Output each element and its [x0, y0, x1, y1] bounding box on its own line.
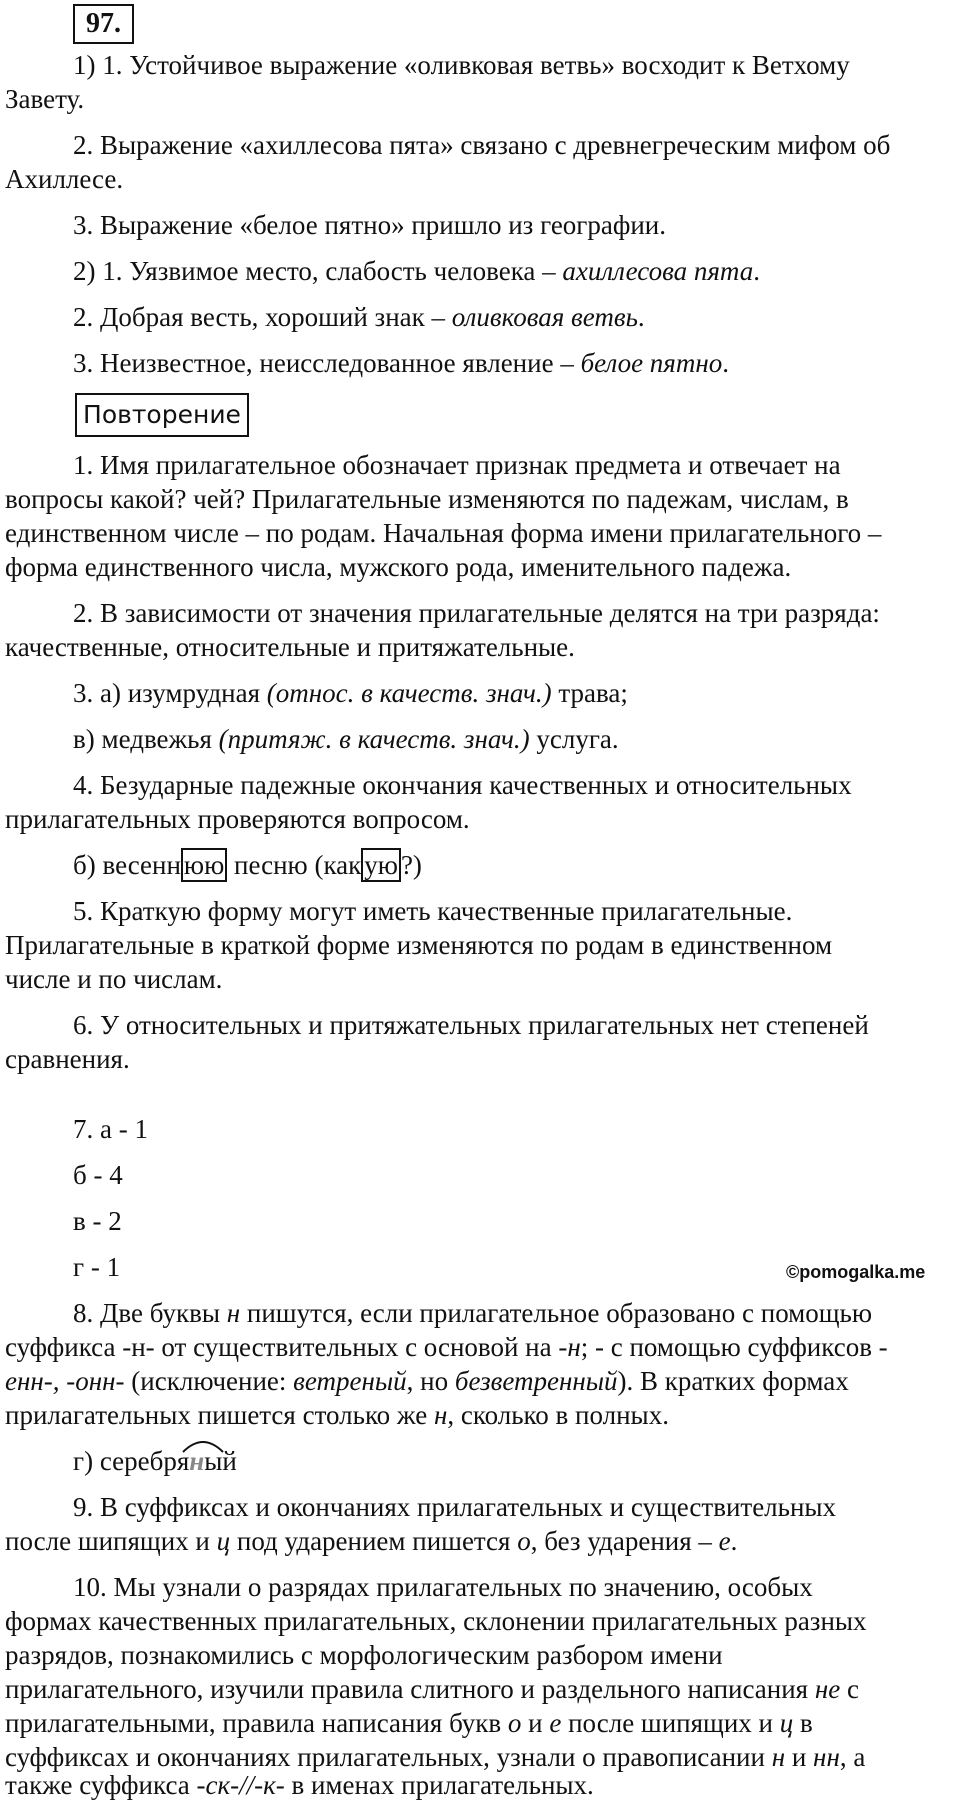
review-10-line-4 — [5, 1672, 859, 1706]
review-1-line-1: 1. Имя прилагательное обозначает признак предмета и отвечает на — [73, 450, 841, 480]
text: услуга. — [529, 724, 619, 754]
text: , а — [839, 1742, 866, 1772]
review-10-line-7 — [5, 1768, 594, 1802]
review-heading: Повторение — [75, 393, 249, 437]
text: 3. а) изумрудная — [73, 678, 267, 708]
text: 8. Две буквы — [73, 1298, 227, 1328]
text: в — [793, 1708, 813, 1738]
paragraph-4 — [73, 254, 760, 288]
review-7-line-3: в - 2 — [73, 1206, 122, 1236]
review-10-line-5 — [5, 1706, 813, 1740]
review-1-line-2: вопросы какой? чей? Прилагательные изменяются по падежам, числам, в — [5, 484, 849, 514]
italic-text: н — [771, 1742, 786, 1772]
paragraph-2-line-2: Ахиллесе. — [5, 164, 124, 194]
italic-text: не — [814, 1674, 841, 1704]
text: . — [637, 302, 645, 332]
text: прилагательного, изучили правила слитного и раздельного написания — [5, 1674, 815, 1704]
paragraph-1-line-1: 1) 1. Устойчивое выражение «оливковая ветвь» восходит к Ветхому — [73, 50, 850, 80]
text: после шипящих и — [561, 1708, 780, 1738]
review-7-line-4: г - 1 — [73, 1252, 121, 1282]
review-1-line-4: форма единственного числа, мужского рода, именительного падежа. — [5, 552, 792, 582]
paragraph-6 — [73, 346, 729, 380]
text: 2) 1. Уязвимое место, слабость человека – — [73, 256, 563, 286]
italic-text: ц — [216, 1526, 231, 1556]
watermark: ©pomogalka.me — [786, 1262, 926, 1282]
ending-box: юю — [181, 848, 227, 882]
review-1-line-3: единственном числе – по родам. Начальная форма имени прилагательного – — [5, 518, 882, 548]
paragraph-1-line-2: Завету. — [5, 84, 85, 114]
text: г) серебря — [73, 1446, 190, 1476]
text: пишутся, если прилагательное образовано с помощью — [240, 1298, 873, 1328]
review-4-example — [73, 848, 422, 882]
suffix-mark — [189, 1444, 204, 1478]
ending-box: ую — [361, 848, 401, 882]
italic-text: (относ. в качеств. знач.) — [266, 678, 552, 708]
italic-text: е — [549, 1708, 562, 1738]
text: ). В кратких формах — [617, 1366, 849, 1396]
italic-text: -ск-//-к- — [196, 1770, 285, 1800]
text: . — [730, 1526, 738, 1556]
review-2-line-2: качественные, относительные и притяжательные. — [5, 632, 575, 662]
review-2-line-1: 2. В зависимости от значения прилагательные делятся на три разряда: — [73, 598, 880, 628]
text: ый — [204, 1446, 237, 1476]
text: , без ударения – — [530, 1526, 719, 1556]
italic-text: ахиллесова пята — [562, 256, 754, 286]
text: . — [753, 256, 760, 286]
text: и — [521, 1708, 550, 1738]
italic-text: енн-, -онн- — [5, 1366, 125, 1396]
review-10-line-3: разрядов, познакомились с морфологическим разбором имени — [5, 1640, 723, 1670]
text: 3. Неизвестное, неисследованное явление – — [73, 348, 581, 378]
text: суффикса -н- от существительных с основой на — [5, 1332, 559, 1362]
text: б) весенн — [73, 850, 181, 880]
paragraph-3: 3. Выражение «белое пятно» пришло из географии. — [73, 210, 666, 240]
italic-text: -н — [558, 1332, 581, 1362]
text: также суффикса — [5, 1770, 197, 1800]
text: трава; — [551, 678, 628, 708]
review-6-line-2: сравнения. — [5, 1044, 130, 1074]
review-3b — [73, 722, 619, 756]
review-9-line-1: 9. В суффиксах и окончаниях прилагательных и существительных — [73, 1492, 837, 1522]
review-7-line-2: б - 4 — [73, 1160, 123, 1190]
suffix-letter: н — [189, 1446, 205, 1476]
italic-text: ц — [779, 1708, 794, 1738]
text: под ударением пишется — [230, 1526, 518, 1556]
text: прилагательных пишется столько же — [5, 1400, 434, 1430]
text: в) медвежья — [73, 724, 219, 754]
review-10-line-1: 10. Мы узнали о разрядах прилагательных по значению, особых — [73, 1572, 813, 1602]
italic-text: н — [226, 1298, 241, 1328]
text: в именах прилагательных. — [284, 1770, 594, 1800]
text: и — [785, 1742, 814, 1772]
review-9-line-2 — [5, 1524, 737, 1558]
text: с — [840, 1674, 859, 1704]
review-5-line-3: числе и по числам. — [5, 964, 223, 994]
italic-text: о — [507, 1708, 522, 1738]
review-8-line-3 — [5, 1364, 849, 1398]
text: (исключение: — [124, 1366, 294, 1396]
italic-text: безветренный — [454, 1366, 618, 1396]
review-6-line-1: 6. У относительных и притяжательных прилагательных нет степеней — [73, 1010, 869, 1040]
italic-text: н — [433, 1400, 448, 1430]
italic-text: белое пятно — [580, 348, 723, 378]
review-5-line-1: 5. Краткую форму могут иметь качественные прилагательные. — [73, 896, 793, 926]
review-7-line-1: 7. а - 1 — [73, 1114, 148, 1144]
text: суффиксах и окончаниях прилагательных, узнали о правописании — [5, 1742, 772, 1772]
text: песню (как — [227, 850, 362, 880]
text: , но — [406, 1366, 455, 1396]
italic-text: о — [517, 1526, 531, 1556]
italic-text: ветреный — [293, 1366, 407, 1396]
text: после шипящих и — [5, 1526, 217, 1556]
text: 2. Добрая весть, хороший знак – — [73, 302, 452, 332]
text: , сколько в полных. — [447, 1400, 669, 1430]
paragraph-2-line-1: 2. Выражение «ахиллесова пята» связано с древнегреческим мифом об — [73, 130, 891, 160]
review-10-line-2: формах качественных прилагательных, склонении прилагательных разных — [5, 1606, 867, 1636]
review-5-line-2: Прилагательные в краткой форме изменяются по родам в единственном — [5, 930, 833, 960]
review-8-line-1 — [73, 1296, 872, 1330]
italic-text: е — [718, 1526, 731, 1556]
text: . — [722, 348, 729, 378]
suffix-arc-icon — [181, 1434, 225, 1454]
review-4-line-1: 4. Безударные падежные окончания качественных и относительных — [73, 770, 852, 800]
text: ?) — [400, 850, 422, 880]
italic-text: оливковая ветвь — [451, 302, 638, 332]
review-4-line-2: прилагательных проверяются вопросом. — [5, 804, 470, 834]
review-3a — [73, 676, 628, 710]
italic-text: (притяж. в качеств. знач.) — [218, 724, 530, 754]
task-number: 97. — [73, 4, 134, 44]
text: ; - с помощью суффиксов - — [580, 1332, 888, 1362]
paragraph-5 — [73, 300, 645, 334]
italic-text: нн — [813, 1742, 840, 1772]
review-8-line-4 — [5, 1398, 669, 1432]
review-8-example — [73, 1444, 237, 1478]
review-8-line-2 — [5, 1330, 888, 1364]
text: прилагательными, правила написания букв — [5, 1708, 508, 1738]
